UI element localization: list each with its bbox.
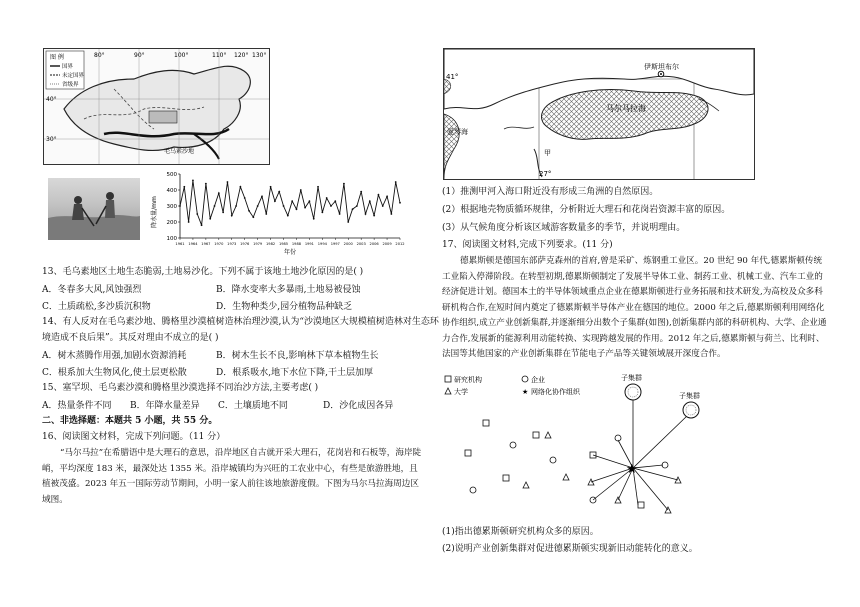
china-map bbox=[43, 48, 270, 165]
x-tick-label: 1991 bbox=[304, 242, 314, 246]
x-tick-label: 1988 bbox=[291, 242, 302, 246]
data-point bbox=[365, 213, 367, 215]
desert-photo bbox=[48, 178, 140, 240]
data-point bbox=[214, 205, 216, 207]
q15-option-d: D．沙化成因各异 bbox=[323, 401, 394, 411]
precipitation-chart bbox=[150, 170, 405, 256]
q15-option-c: C．土壤质地不同 bbox=[218, 401, 288, 411]
marmara-map-svg bbox=[444, 49, 754, 179]
y-tick-label: 300 bbox=[166, 204, 177, 210]
lat-label-1: 30° bbox=[46, 136, 57, 143]
sub-cluster-b: 子集群 bbox=[679, 392, 700, 400]
series-line bbox=[180, 180, 400, 225]
data-point bbox=[326, 197, 328, 199]
x-tick-label: 2003 bbox=[356, 242, 366, 246]
data-point bbox=[304, 207, 306, 209]
data-point bbox=[270, 186, 272, 188]
q15-stem: 15、塞罕坝、毛乌素沙漠和腾格里沙漠选择不同治沙方法,主要考虑( ) bbox=[42, 383, 319, 393]
x-tick-label: 1985 bbox=[278, 242, 289, 246]
lon-label-0: 80° bbox=[94, 52, 105, 59]
city-label: 伊斯坦布尔 bbox=[644, 63, 679, 71]
legend-item-2: 省级界 bbox=[62, 82, 79, 88]
q13-option-c: C．土质疏松,多沙质沉积物 bbox=[42, 302, 151, 312]
data-point bbox=[274, 200, 276, 202]
q14-option-a: A．树木蒸腾作用强,加剧水资源消耗 bbox=[42, 351, 187, 361]
lon-label-4: 120° bbox=[234, 52, 249, 59]
data-point bbox=[334, 200, 336, 202]
data-point bbox=[283, 205, 285, 207]
q16-sub-1: (1）推测甲河入海口附近没有形成三角洲的自然原因。 bbox=[442, 187, 659, 197]
q14-options-row2 bbox=[42, 365, 373, 378]
data-point bbox=[235, 205, 237, 207]
x-tick-label: 1964 bbox=[188, 242, 198, 246]
data-point bbox=[339, 213, 341, 215]
q14-option-c: C．根系加大生物风化,使土层更松散 bbox=[42, 368, 187, 378]
q17-paragraph: 德累斯顿是德国东部萨克森州的首府,曾是采矿、炼钢重工业区。20 世纪 90 年代,德累斯顿传统工业陷入停滞阶段。在转型初期,德累斯顿制定了发展半导体工业、制药工业、机械工业、汽车工业的经济促进计划。德国本土的半导体领域重点企业在德累斯顿进行业务拓展和技术研发,为高校及众多科研机构合作,在短时间内奠定了德累斯顿半导体产业在德国的地位。2000 年之后,德累斯顿利用网络化协作组织,成立产业创新集群,并逐渐细分出数个子集群(如图),创新集群内部的科研机构、大学、企业通力合作,发展新的能源利用动能转换、实现跨越发展的作用。2012 年之后,德累斯顿与荷兰、比利时、法国等其他国家的产业创新集群在节能电子产品等关键领域展开深度合作。 bbox=[442, 256, 827, 359]
x-tick-label: 1994 bbox=[317, 242, 327, 246]
chart-xlabel: 年份 bbox=[283, 249, 297, 256]
workers-illustration bbox=[48, 178, 140, 240]
q15-option-a: A．热量条件不同 bbox=[42, 401, 112, 411]
data-point bbox=[395, 181, 397, 183]
q16-sub-2: (2）根据地壳物质循环规律，分析附近大理石和花岗岩资源丰富的原因。 bbox=[442, 205, 731, 215]
data-point bbox=[352, 208, 354, 210]
data-point bbox=[244, 197, 246, 199]
q13-option-d: D．生物种类少,园分植物品种缺乏 bbox=[216, 302, 353, 312]
data-point bbox=[188, 221, 190, 223]
q14-options-row1 bbox=[42, 348, 378, 361]
x-tick-label: 1976 bbox=[240, 242, 250, 246]
q13-options-row1 bbox=[42, 282, 360, 295]
place-label: 毛乌素沙地 bbox=[164, 148, 195, 155]
q15-options bbox=[42, 398, 393, 411]
x-tick-label: 2012 bbox=[395, 242, 405, 246]
q17-stem: 17、阅读图文材料,完成下列要求。(11 分) bbox=[442, 240, 613, 250]
legend-title: 图 例 bbox=[50, 54, 64, 61]
lon-label-2: 100° bbox=[174, 52, 189, 59]
legend-item-1: 未定国界 bbox=[62, 73, 85, 79]
x-tick-label: 1973 bbox=[227, 242, 237, 246]
lon-label: 27° bbox=[539, 170, 552, 178]
sea-label: 马尔马拉海 bbox=[606, 104, 646, 113]
data-point bbox=[192, 180, 194, 182]
lat-label-0: 40° bbox=[46, 96, 57, 103]
data-point bbox=[209, 218, 211, 220]
data-point bbox=[239, 186, 241, 188]
data-point bbox=[317, 186, 319, 188]
sea2-label: 爱琴海 bbox=[447, 128, 468, 136]
y-tick-label: 400 bbox=[166, 188, 177, 194]
data-point bbox=[330, 205, 332, 207]
data-point bbox=[257, 205, 259, 207]
data-point bbox=[287, 215, 289, 217]
lat-label: 41° bbox=[446, 73, 459, 81]
data-point bbox=[300, 189, 302, 191]
y-tick-label: 500 bbox=[166, 172, 177, 178]
lon-label-3: 110° bbox=[212, 52, 227, 59]
data-point bbox=[373, 215, 375, 217]
data-point bbox=[252, 216, 254, 218]
x-tick-label: 1970 bbox=[214, 242, 224, 246]
data-point bbox=[231, 215, 233, 217]
data-point bbox=[347, 221, 349, 223]
data-point bbox=[321, 212, 323, 214]
q16-stem: 16、阅读图文材料，完成下列问题。（11 分） bbox=[42, 432, 226, 442]
legend2-item-1: 企业 bbox=[531, 376, 545, 384]
legend2-item-2: 大学 bbox=[454, 388, 468, 396]
q16-sub-3: (3）从气候角度分析该区域游客数量多的季节，并说明理由。 bbox=[442, 223, 686, 233]
x-tick-label: 2000 bbox=[343, 242, 353, 246]
q13-option-a: A．冬春多大风,风蚀强烈 bbox=[42, 285, 142, 295]
x-tick-label: 1997 bbox=[330, 242, 340, 246]
cluster-diagram bbox=[443, 370, 743, 520]
x-tick-label: 1961 bbox=[175, 242, 185, 246]
q15-option-b: B．年降水量差异 bbox=[130, 401, 200, 411]
marmara-map bbox=[443, 48, 755, 180]
q17-sub-1: (1)指出德累斯顿研究机构众多的原因。 bbox=[442, 527, 599, 537]
data-point bbox=[227, 181, 229, 183]
data-point bbox=[291, 200, 293, 202]
x-tick-label: 1979 bbox=[253, 242, 263, 246]
data-point bbox=[296, 208, 298, 210]
data-point bbox=[356, 205, 358, 207]
sub-cluster-a: 子集群 bbox=[621, 374, 642, 382]
data-point bbox=[218, 192, 220, 194]
data-point bbox=[343, 183, 345, 185]
q14-stem-line1: 14、有人反对在毛乌素沙地、腾格里沙漠植树造林治理沙漠,认为“沙漠地区大规模植树造林对生态环 bbox=[42, 317, 439, 327]
data-point bbox=[382, 205, 384, 207]
data-point bbox=[248, 210, 250, 212]
data-point bbox=[265, 213, 267, 215]
legend2-item-0: 研究机构 bbox=[454, 376, 482, 384]
q14-option-d: D．根系吸水,地下水位下降,干土层加厚 bbox=[216, 368, 373, 378]
y-tick-label: 200 bbox=[166, 220, 177, 226]
section-heading: 二、非选择题：本题共 5 小题，共 55 分。 bbox=[42, 416, 218, 426]
star-icon: ★ bbox=[522, 388, 529, 396]
network-star-icon: ★ bbox=[626, 462, 638, 477]
chart-ylabel: 降水量/mm bbox=[151, 196, 158, 228]
data-point bbox=[399, 202, 401, 204]
x-tick-label: 1967 bbox=[201, 242, 211, 246]
y-tick-label: 100 bbox=[166, 236, 177, 242]
data-point bbox=[278, 191, 280, 193]
data-point bbox=[378, 194, 380, 196]
data-point bbox=[201, 224, 203, 226]
data-point bbox=[183, 186, 185, 188]
data-point bbox=[390, 213, 392, 215]
data-point bbox=[386, 196, 388, 198]
legend-item-0: 国界 bbox=[62, 64, 74, 70]
point-label: 甲 bbox=[544, 149, 551, 157]
data-point bbox=[261, 196, 263, 198]
china-map-svg bbox=[44, 49, 269, 164]
lon-label-1: 90° bbox=[134, 52, 145, 59]
q16-paragraph: “马尔马拉”在希腊语中是大理石的意思，沿岸地区自古就开采大理石，花岗岩和石板等，海岸陡峭，平均深度 183 米，最深处达 1355 米。沿岸城镇均为兴旺的工农业中心，有些是旅游胜地，且植被茂盛。2023 年五一国际劳动节期间，小明一家人前往该地旅游度假。下图为马尔马拉海周边区域图。 bbox=[42, 448, 422, 505]
q14-option-b: B．树木生长不良,影响林下草本植物生长 bbox=[216, 351, 379, 361]
q13-stem: 13、毛乌素地区土地生态脆弱,土地易沙化。下列不属于该地土地沙化原因的是( ) bbox=[42, 267, 364, 277]
x-tick-label: 1982 bbox=[266, 242, 276, 246]
data-point bbox=[309, 200, 311, 202]
lon-label-5: 130° bbox=[252, 52, 267, 59]
data-point bbox=[222, 212, 224, 214]
q14-stem-line2: 境造成不良后果”。其反对理由不成立的是( ) bbox=[42, 333, 219, 343]
q17-sub-2: (2)说明产业创新集群对促进德累斯顿实现新旧动能转化的意义。 bbox=[442, 544, 698, 554]
cluster-diagram-svg bbox=[443, 370, 743, 520]
data-point bbox=[196, 213, 198, 215]
data-point bbox=[313, 218, 315, 220]
q13-options-row2 bbox=[42, 299, 352, 312]
data-point bbox=[205, 183, 207, 185]
legend2-item-3: 网络化协作组织 bbox=[531, 388, 580, 396]
data-point bbox=[360, 191, 362, 193]
precipitation-chart-svg bbox=[150, 170, 405, 256]
data-point bbox=[369, 200, 371, 202]
x-tick-label: 2006 bbox=[369, 242, 379, 246]
x-tick-label: 2009 bbox=[382, 242, 392, 246]
q13-option-b: B．降水变率大多暴雨,土地易被侵蚀 bbox=[216, 285, 361, 295]
